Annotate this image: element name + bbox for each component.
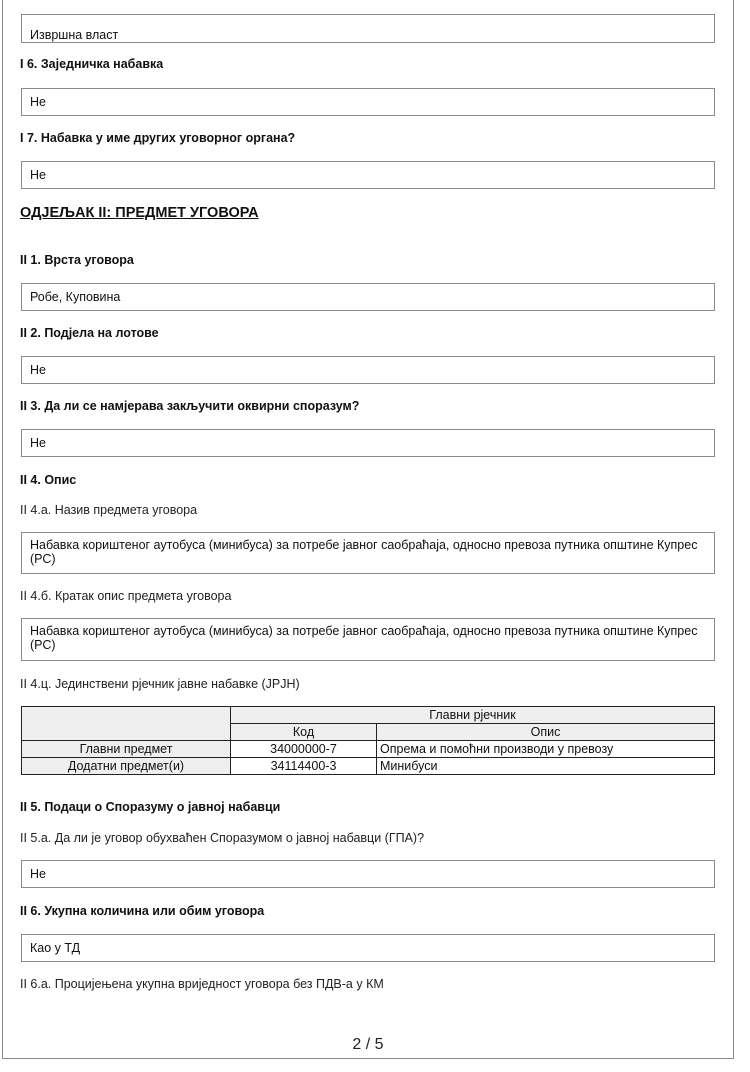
gpa-field bbox=[21, 860, 715, 888]
lots-field bbox=[21, 356, 715, 384]
total-quantity-label: II 6. Укупна количина или обим уговора bbox=[20, 904, 265, 918]
framework-agreement-field bbox=[21, 429, 715, 457]
on-behalf-label: I 7. Набавка у име других уговорног органа? bbox=[20, 131, 296, 145]
cpv-code: 34000000-7 bbox=[231, 741, 377, 758]
empty-header-cell bbox=[22, 707, 231, 741]
gpa-question-label: II 5.а. Да ли је уговор обухваћен Споразумом о јавној набавци (ГПА)? bbox=[20, 831, 425, 845]
short-description-field bbox=[21, 618, 715, 661]
field-value: Не bbox=[30, 95, 46, 109]
joint-procurement-field bbox=[21, 88, 715, 116]
lots-label: II 2. Подјела на лотове bbox=[20, 326, 159, 340]
cpv-description: Минибуси bbox=[377, 758, 715, 775]
section-title: ОДЈЕЉАК II: ПРЕДМЕТ УГОВОРА bbox=[20, 205, 259, 221]
field-value-line1: Набавка кориштеног аутобуса (минибуса) за потребе јавног саобраћаја, односно превоза путника општине Купрес bbox=[30, 624, 698, 638]
total-quantity-field bbox=[21, 934, 715, 962]
description-column-header: Опис bbox=[377, 724, 715, 741]
document-page bbox=[2, 0, 734, 1059]
field-value: Робе, Куповина bbox=[30, 290, 121, 304]
main-vocabulary-header: Главни рјечник bbox=[231, 707, 715, 724]
field-value: Не bbox=[30, 436, 46, 450]
code-column-header: Код bbox=[231, 724, 377, 741]
contracting-authority-type-field bbox=[21, 14, 715, 43]
gpa-section-label: II 5. Подаци о Споразуму о јавној набавци bbox=[20, 800, 281, 814]
cpv-label: II 4.ц. Јединствени рјечник јавне набавке (ЈРЈН) bbox=[20, 677, 300, 691]
row-label: Додатни предмет(и) bbox=[22, 758, 231, 775]
contract-title-label: II 4.а. Назив предмета уговора bbox=[20, 503, 198, 517]
row-label: Главни предмет bbox=[22, 741, 231, 758]
table-row bbox=[22, 741, 715, 758]
contract-type-label: II 1. Врста уговора bbox=[20, 253, 134, 267]
field-value-line1: Набавка кориштеног аутобуса (минибуса) за потребе јавног саобраћаја, односно превоза путника општине Купрес bbox=[30, 538, 698, 552]
cpv-description: Опрема и помоћни производи у превозу bbox=[377, 741, 715, 758]
short-description-label: II 4.б. Кратак опис предмета уговора bbox=[20, 589, 232, 603]
table-row bbox=[22, 758, 715, 775]
page-indicator: 2 / 5 bbox=[352, 1036, 384, 1053]
field-value: Као у ТД bbox=[30, 941, 81, 955]
description-label: II 4. Опис bbox=[20, 473, 77, 487]
field-value-line2: (РС) bbox=[30, 552, 56, 566]
on-behalf-field bbox=[21, 161, 715, 189]
field-value-line2: (РС) bbox=[30, 638, 56, 652]
field-value: Не bbox=[30, 363, 46, 377]
cpv-code: 34114400-3 bbox=[231, 758, 377, 775]
contract-title-field bbox=[21, 532, 715, 574]
joint-procurement-label: I 6. Заједничка набавка bbox=[20, 57, 164, 71]
cpv-table bbox=[21, 706, 715, 775]
field-value: Извршна власт bbox=[30, 28, 119, 42]
contract-type-field bbox=[21, 283, 715, 311]
estimated-value-label: II 6.а. Процијењена укупна вриједност уговора без ПДВ-а у КМ bbox=[20, 977, 384, 991]
field-value: Не bbox=[30, 867, 46, 881]
field-value: Не bbox=[30, 168, 46, 182]
framework-agreement-label: II 3. Да ли се намјерава закључити оквирни споразум? bbox=[20, 399, 360, 413]
